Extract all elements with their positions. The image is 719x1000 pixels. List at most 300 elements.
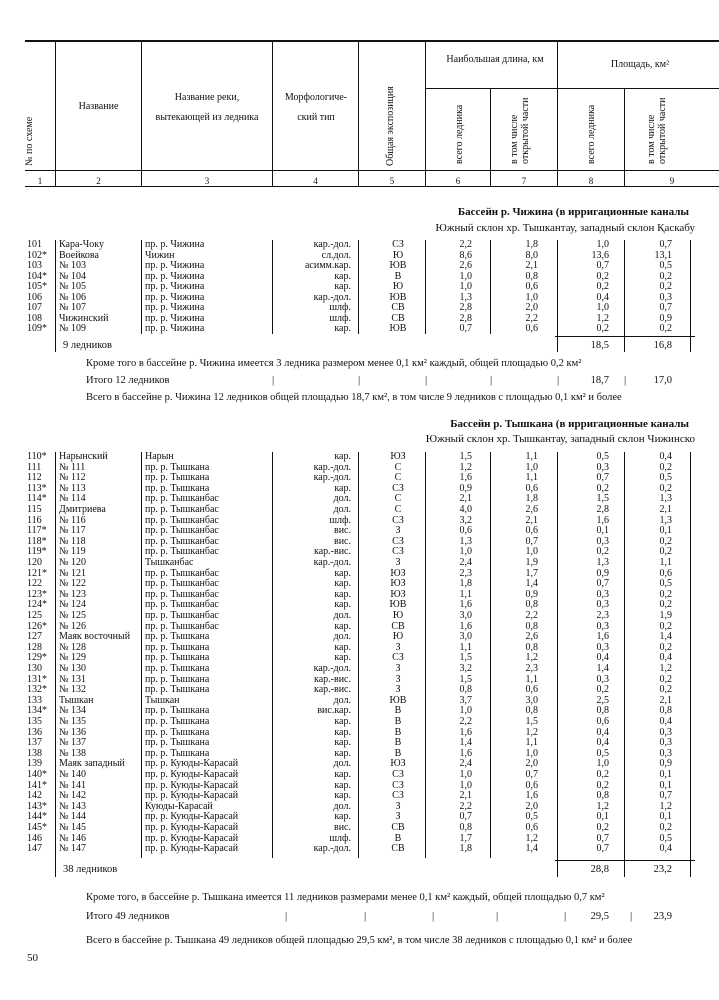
table-cell: Чижин	[145, 249, 175, 261]
table-row	[0, 728, 719, 739]
table-cell: кар.	[334, 811, 351, 823]
table-cell: 0,7	[525, 535, 538, 547]
table-cell: 4,0	[459, 504, 472, 515]
table-cell: кар.	[334, 652, 351, 664]
colnum-8: 8	[588, 176, 594, 186]
table-cell: 0,3	[596, 620, 609, 632]
table-cell: кар.	[334, 769, 351, 780]
table-cell: 116	[27, 514, 42, 526]
table-row	[0, 473, 719, 484]
table-cell: пр. р. Куюды-Карасай	[145, 832, 239, 844]
table-cell: пр. р. Тышканбас	[145, 588, 219, 600]
table-cell: 1,9	[525, 557, 538, 568]
table-cell: 122	[27, 578, 42, 590]
table-row	[0, 759, 719, 770]
table-cell: 130	[27, 663, 42, 674]
table-cell: дол.	[333, 493, 351, 505]
table-cell: пр. р. Тышканбас	[145, 493, 219, 505]
colnum-7: 7	[521, 176, 527, 186]
table-cell: 3,7	[459, 694, 472, 706]
table-cell: 0,2	[596, 270, 609, 282]
table-cell: 1,7	[525, 567, 538, 579]
table-cell: 1,6	[459, 472, 472, 484]
table-cell: № 109	[59, 323, 87, 334]
table-cell: ЮЗ	[390, 451, 406, 462]
table-cell: 0,6	[525, 323, 538, 334]
table-cell: 0,5	[659, 578, 672, 590]
table-cell: 1,0	[459, 769, 472, 780]
table-cell: № 134	[59, 705, 87, 717]
table-cell: № 147	[59, 843, 87, 855]
table-cell: 0,8	[525, 599, 538, 611]
table-row	[0, 844, 719, 855]
table-cell: кар.-вис.	[314, 673, 351, 685]
table-cell: 0,9	[596, 567, 609, 579]
table-cell: СВ	[391, 302, 405, 313]
table-cell: вис.	[333, 535, 351, 547]
table-cell: 1,2	[525, 652, 538, 664]
table-cell: 144*	[27, 811, 47, 823]
table-row	[0, 484, 719, 495]
table-cell: 2,3	[596, 610, 609, 621]
table-cell: № 120	[59, 557, 87, 568]
table-cell: № 113	[59, 482, 86, 494]
table-cell: 3,0	[525, 694, 538, 706]
table-cell: 0,4	[596, 652, 609, 664]
table-row	[0, 494, 719, 505]
table-cell: СВ	[391, 822, 405, 833]
table-cell: 0,2	[659, 546, 672, 558]
table-cell: дол.	[333, 631, 351, 643]
table-cell: 0,5	[659, 472, 672, 484]
table-cell: шлф.	[329, 312, 351, 324]
table-cell: кар.-дол.	[313, 663, 351, 674]
table-cell: 0,2	[596, 323, 609, 334]
table-cell: 142	[27, 790, 42, 802]
table-cell: № 122	[59, 578, 87, 590]
table-cell: 2,8	[459, 302, 472, 313]
table-cell: В	[394, 705, 402, 717]
table-cell: пр. р. Тышкана	[145, 663, 210, 674]
table-row	[0, 664, 719, 675]
table-cell: № 138	[59, 747, 87, 759]
table-cell: 0,4	[659, 652, 672, 664]
table-cell: 0,2	[596, 822, 609, 833]
table-cell: № 123	[59, 588, 87, 600]
section2-title: Бассейн р. Тышкана (в ирригационные каналы	[450, 418, 689, 430]
table-row	[0, 282, 719, 293]
table-cell: пр. р. Тышканбас	[145, 525, 219, 537]
table-row	[0, 770, 719, 781]
table-cell: кар.	[334, 588, 351, 600]
table-cell: пр. р. Чижина	[145, 281, 205, 292]
table-cell: 0,4	[659, 451, 672, 462]
table-cell: пр. р. Тышкана	[145, 482, 210, 494]
table-cell: СВ	[391, 620, 405, 632]
table-cell: 0,1	[659, 769, 672, 780]
table-cell: Воейкова	[59, 249, 99, 261]
table-cell: 117*	[27, 525, 47, 537]
table-cell: кар.	[334, 790, 351, 802]
table-row	[0, 505, 719, 516]
table-cell: 1,9	[659, 610, 672, 621]
table-cell: шлф.	[329, 302, 351, 313]
table-cell: 1,6	[459, 620, 472, 632]
table-cell: 1,0	[525, 747, 538, 759]
table-cell: 124*	[27, 599, 47, 611]
table-cell: 1,0	[525, 546, 538, 558]
table-cell: 0,2	[659, 323, 672, 334]
table-row	[0, 293, 719, 304]
table-cell: № 145	[59, 822, 87, 833]
table-cell: 0,2	[659, 461, 672, 473]
table-cell: 2,1	[525, 514, 538, 526]
section2-count-open: 23,2	[653, 864, 672, 875]
table-cell: С	[394, 461, 402, 473]
table-cell: 0,7	[459, 323, 472, 334]
table-cell: ЮВ	[389, 260, 407, 271]
table-cell: пр. р. Тышканбас	[145, 599, 219, 611]
table-row	[0, 685, 719, 696]
section1-count-open: 16,8	[653, 340, 672, 351]
table-cell: вис.	[333, 822, 351, 833]
table-cell: кар.-вис.	[314, 684, 351, 696]
table-cell: 0,2	[659, 684, 672, 696]
table-cell: 0,3	[659, 291, 672, 303]
table-cell: З	[395, 811, 401, 823]
table-cell: кар.	[334, 620, 351, 632]
section1-count-label: 9 ледников	[63, 340, 112, 351]
table-cell: кар.	[334, 270, 351, 282]
table-cell: № 104	[59, 270, 87, 282]
table-cell: 0,6	[525, 281, 538, 292]
table-cell: 0,2	[659, 620, 672, 632]
header-col1: № по схеме	[24, 116, 35, 166]
table-cell: № 111	[59, 461, 86, 473]
table-cell: 2,4	[459, 758, 472, 770]
table-cell: 2,1	[459, 493, 472, 505]
table-cell: 138	[27, 747, 42, 759]
table-cell: № 103	[59, 260, 87, 271]
table-cell: 0,3	[659, 737, 672, 749]
table-cell: кар.	[334, 281, 351, 292]
table-cell: 1,0	[459, 546, 472, 558]
table-cell: 0,4	[659, 843, 672, 855]
table-cell: 1,4	[525, 578, 538, 590]
section1-summary: Всего в бассейне р. Чижина 12 ледников общей площадью 18,7 км², в том числе 9 ледников с площадью 0,1 км² и более	[86, 392, 622, 403]
table-cell: Ю	[392, 281, 404, 292]
table-cell: 137	[27, 737, 42, 749]
table-cell: пр. р. Куюды-Карасай	[145, 758, 239, 770]
table-cell: 8,0	[525, 249, 538, 261]
table-cell: 133	[27, 694, 42, 706]
section1-total-area: 18,7	[590, 375, 609, 386]
table-cell: пр. р. Тышкана	[145, 641, 210, 653]
table-cell: 2,6	[459, 260, 472, 271]
table-row	[0, 579, 719, 590]
table-cell: вис.кар.	[317, 705, 351, 717]
table-cell: 0,6	[659, 567, 672, 579]
section2-total-open: 23,9	[653, 911, 672, 922]
section2-summary: Всего в бассейне р. Тышкана 49 ледников общей площадью 29,5 км², в том числе 38 ледников с площадью 0,1 км² и более	[86, 935, 633, 946]
table-row	[0, 611, 719, 622]
table-cell: кар.-дол.	[313, 472, 351, 484]
table-cell: 1,8	[525, 239, 538, 250]
table-cell: дол.	[333, 504, 351, 515]
table-cell: СЗ	[392, 769, 404, 780]
table-cell: ЮВ	[389, 323, 407, 334]
table-cell: 0,2	[596, 769, 609, 780]
table-cell: № 125	[59, 610, 87, 621]
section2-count-label: 38 ледников	[63, 864, 118, 875]
table-cell: 1,5	[459, 451, 472, 462]
table-cell: З	[395, 684, 401, 696]
table-cell: 1,6	[459, 599, 472, 611]
section1-total-open: 17,0	[653, 375, 672, 386]
table-cell: 1,2	[659, 663, 672, 674]
table-cell: В	[394, 737, 402, 749]
table-cell: пр. р. Тышканбас	[145, 620, 219, 632]
table-cell: 0,2	[596, 482, 609, 494]
header-top-rule	[25, 40, 719, 42]
table-cell: № 140	[59, 769, 87, 780]
colnum-2: 2	[96, 176, 101, 186]
table-cell: 2,2	[459, 716, 472, 727]
table-cell: пр. р. Тышканбас	[145, 610, 219, 621]
table-cell: вис.	[333, 525, 351, 537]
table-cell: 0,2	[659, 535, 672, 547]
table-cell: кар.	[334, 737, 351, 749]
table-cell: 0,4	[596, 737, 609, 749]
table-cell: 1,0	[459, 281, 472, 292]
table-cell: Кара-Чоку	[59, 239, 104, 250]
table-cell: 141*	[27, 779, 47, 791]
table-cell: 1,6	[525, 790, 538, 802]
table-cell: 1,2	[525, 832, 538, 844]
table-cell: 0,3	[596, 641, 609, 653]
table-cell: 0,7	[459, 811, 472, 823]
table-cell: 1,1	[659, 557, 672, 568]
table-cell: 1,0	[459, 270, 472, 282]
table-cell: СЗ	[392, 239, 404, 250]
table-cell: В	[394, 716, 402, 727]
table-cell: СЗ	[392, 779, 404, 791]
table-cell: СЗ	[392, 546, 404, 558]
section2-total-label: Итого 49 ледников	[86, 911, 170, 922]
table-row	[0, 558, 719, 569]
table-cell: 1,1	[459, 588, 472, 600]
table-cell: 1,0	[459, 705, 472, 717]
table-cell: 0,8	[525, 620, 538, 632]
table-cell: 0,2	[659, 482, 672, 494]
header-length-group: Наибольшая длина, км	[446, 54, 544, 65]
table-cell: пр. р. Чижина	[145, 291, 205, 303]
table-cell: 0,6	[525, 822, 538, 833]
table-cell: кар.	[334, 578, 351, 590]
table-row	[0, 643, 719, 654]
table-cell: № 116	[59, 514, 86, 526]
table-cell: В	[394, 747, 402, 759]
table-cell: № 136	[59, 726, 87, 738]
table-row	[0, 547, 719, 558]
table-cell: Дмитриева	[59, 504, 106, 515]
table-cell: кар.	[334, 323, 351, 334]
table-cell: 0,4	[659, 716, 672, 727]
table-cell: № 117	[59, 525, 86, 537]
table-cell: З	[395, 641, 401, 653]
section2-total-area: 29,5	[590, 911, 609, 922]
table-cell: кар.-дол.	[313, 239, 351, 250]
header-col9: в том числе открытой части	[646, 97, 668, 164]
table-cell: Тышкан	[145, 694, 180, 706]
table-row	[0, 240, 719, 251]
table-cell: З	[395, 557, 401, 568]
table-row	[0, 653, 719, 664]
table-cell: шлф.	[329, 514, 351, 526]
table-cell: 0,6	[525, 482, 538, 494]
table-cell: 0,4	[596, 726, 609, 738]
table-row	[0, 675, 719, 686]
table-cell: дол.	[333, 758, 351, 770]
table-cell: № 121	[59, 567, 87, 579]
table-cell: 0,8	[596, 705, 609, 717]
table-cell: 0,2	[596, 684, 609, 696]
colnum-1: 1	[37, 176, 43, 186]
table-cell: Нарын	[145, 451, 174, 462]
table-row	[0, 834, 719, 845]
table-cell: 108	[27, 312, 42, 324]
table-cell: 132*	[27, 684, 47, 696]
table-cell: 1,0	[596, 758, 609, 770]
table-cell: 2,2	[459, 239, 472, 250]
table-cell: З	[395, 800, 401, 812]
table-cell: 0,3	[596, 588, 609, 600]
table-row	[0, 812, 719, 823]
table-row	[0, 632, 719, 643]
table-cell: 139	[27, 758, 42, 770]
table-cell: 0,2	[596, 779, 609, 791]
table-cell: кар.-дол.	[313, 843, 351, 855]
table-cell: 1,1	[525, 472, 538, 484]
table-cell: 2,3	[459, 567, 472, 579]
table-row	[0, 600, 719, 611]
table-cell: № 144	[59, 811, 87, 823]
table-row	[0, 463, 719, 474]
table-cell: кар.	[334, 747, 351, 759]
table-cell: 1,2	[659, 800, 672, 812]
table-cell: 0,2	[659, 822, 672, 833]
table-cell: ЮЗ	[390, 588, 406, 600]
table-cell: 1,1	[525, 737, 538, 749]
table-cell: пр. р. Тышкана	[145, 737, 210, 749]
table-cell: кар.	[334, 641, 351, 653]
table-cell: 0,9	[459, 482, 472, 494]
header-bottom-rule	[25, 186, 719, 187]
table-cell: 0,5	[596, 747, 609, 759]
table-cell: 1,5	[525, 716, 538, 727]
table-cell: 131*	[27, 673, 47, 685]
table-cell: 0,3	[596, 535, 609, 547]
table-cell: пр. р. Тышкана	[145, 472, 210, 484]
table-cell: пр. р. Тышканбас	[145, 578, 219, 590]
table-cell: Ю	[392, 249, 404, 261]
table-cell: СЗ	[392, 482, 404, 494]
table-cell: пр. р. Тышканбас	[145, 546, 219, 558]
table-row	[0, 303, 719, 314]
table-cell: 0,6	[596, 716, 609, 727]
table-cell: 1,4	[596, 663, 609, 674]
table-cell: 0,1	[659, 811, 672, 823]
table-cell: Тышкан	[59, 694, 94, 706]
table-cell: кар.-дол.	[313, 461, 351, 473]
section1-total-label: Итого 12 ледников	[86, 375, 170, 386]
table-cell: 109*	[27, 323, 47, 334]
table-cell: 118*	[27, 535, 47, 547]
table-cell: 1,0	[596, 239, 609, 250]
table-cell: № 106	[59, 291, 87, 303]
table-cell: пр. р. Тышкана	[145, 705, 210, 717]
table-cell: пр. р. Чижина	[145, 323, 205, 334]
table-cell: 0,9	[525, 588, 538, 600]
table-cell: ЮЗ	[390, 578, 406, 590]
table-cell: № 128	[59, 641, 87, 653]
table-cell: пр. р. Чижина	[145, 312, 205, 324]
table-cell: Чижинский	[59, 312, 109, 324]
table-cell: 2,3	[525, 663, 538, 674]
table-cell: 0,2	[596, 281, 609, 292]
table-cell: 107	[27, 302, 42, 313]
header-col4: Морфологиче-ский тип	[284, 92, 348, 123]
table-cell: 0,3	[596, 461, 609, 473]
table-cell: 0,8	[459, 684, 472, 696]
table-cell: 0,6	[459, 525, 472, 537]
table-cell: пр. р. Тышкана	[145, 716, 210, 727]
table-cell: кар.	[334, 451, 351, 462]
table-cell: 0,1	[596, 811, 609, 823]
table-cell: СЗ	[392, 790, 404, 802]
table-cell: кар.	[334, 726, 351, 738]
section2-note: Кроме того, в бассейне р. Тышкана имеется 11 ледников размерами менее 0,1 км² каждый, общей площадью 0,7 км²	[86, 892, 605, 903]
table-cell: пр. р. Тышканбас	[145, 535, 219, 547]
table-cell: кар.-вис.	[314, 546, 351, 558]
table-cell: 146	[27, 832, 42, 844]
table-cell: 2,5	[596, 694, 609, 706]
table-cell: 2,1	[659, 504, 672, 515]
table-row	[0, 251, 719, 262]
table-cell: 2,6	[525, 504, 538, 515]
table-cell: 0,5	[525, 811, 538, 823]
table-cell: 0,6	[525, 684, 538, 696]
section2-count-area: 28,8	[590, 864, 609, 875]
table-cell: 0,5	[596, 451, 609, 462]
table-cell: 1,7	[459, 832, 472, 844]
table-cell: 101	[27, 239, 42, 250]
table-cell: 121*	[27, 567, 47, 579]
table-cell: Маяк восточный	[59, 631, 131, 643]
table-cell: 0,1	[659, 779, 672, 791]
table-cell: 0,2	[596, 546, 609, 558]
table-cell: № 112	[59, 472, 86, 484]
table-row	[0, 537, 719, 548]
table-cell: 1,3	[459, 535, 472, 547]
header-col2: Название	[78, 101, 119, 112]
page-number: 50	[27, 952, 38, 964]
table-cell: 1,8	[459, 843, 472, 855]
table-cell: Куюды-Карасай	[145, 800, 213, 812]
table-cell: 127	[27, 631, 42, 643]
table-cell: 1,4	[459, 737, 472, 749]
colnum-9: 9	[669, 176, 675, 186]
